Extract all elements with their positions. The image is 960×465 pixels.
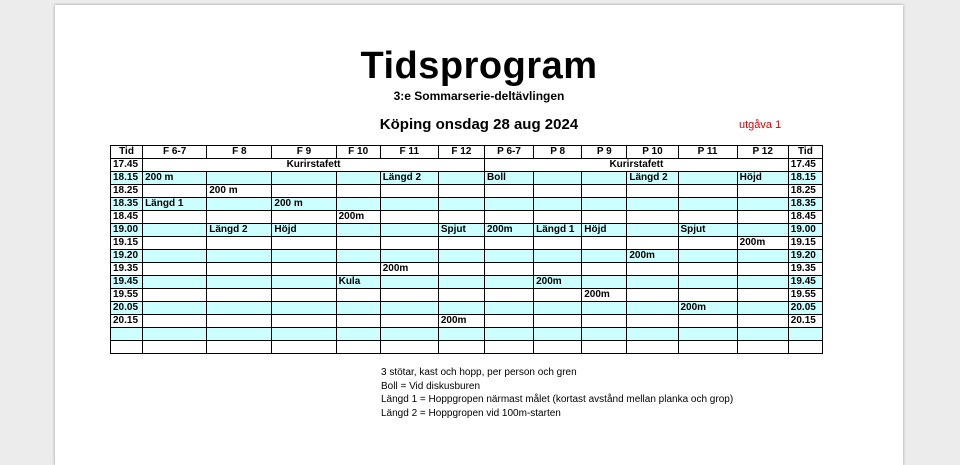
event-cell [380, 328, 438, 341]
time-cell-right: 19.45 [788, 276, 822, 289]
event-cell [272, 237, 336, 250]
event-cell [207, 263, 272, 276]
event-cell [678, 315, 737, 328]
event-cell [438, 198, 484, 211]
time-cell-right: 18.35 [788, 198, 822, 211]
event-cell [207, 289, 272, 302]
event-cell [627, 315, 678, 328]
table-row [111, 315, 823, 328]
event-cell [438, 237, 484, 250]
event-cell [582, 250, 627, 263]
event-cell [534, 250, 582, 263]
event-cell [272, 315, 336, 328]
event-cell [380, 315, 438, 328]
time-cell: 19.15 [111, 237, 143, 250]
event-cell [484, 237, 533, 250]
event-cell [484, 250, 533, 263]
table-row [111, 341, 823, 354]
event-cell [678, 198, 737, 211]
event-cell [207, 211, 272, 224]
document-page [55, 5, 903, 465]
event-cell [627, 198, 678, 211]
event-cell [336, 302, 380, 315]
time-cell: 19.45 [111, 276, 143, 289]
notes-block [381, 366, 733, 420]
table-row [111, 224, 823, 237]
event-cell: Längd 2 [207, 224, 272, 237]
relay-row [111, 159, 823, 172]
event-cell [438, 341, 484, 354]
event-cell [678, 237, 737, 250]
event-cell: 200m [380, 263, 438, 276]
event-cell [207, 315, 272, 328]
event-cell: Kula [336, 276, 380, 289]
time-cell-right: 17.45 [788, 159, 822, 172]
event-cell [380, 237, 438, 250]
event-cell: 200m [678, 302, 737, 315]
column-header: P 6-7 [484, 146, 533, 159]
time-cell-right [788, 328, 822, 341]
time-cell: 18.15 [111, 172, 143, 185]
event-cell: Höjd [272, 224, 336, 237]
event-cell [438, 211, 484, 224]
event-cell [272, 302, 336, 315]
event-cell [336, 172, 380, 185]
schedule-table [110, 145, 823, 354]
event-cell [438, 263, 484, 276]
event-cell [380, 276, 438, 289]
event-cell: Boll [484, 172, 533, 185]
event-cell: 200m [534, 276, 582, 289]
column-header: P 11 [678, 146, 737, 159]
event-cell [582, 211, 627, 224]
event-cell [678, 185, 737, 198]
event-cell [534, 198, 582, 211]
event-cell [678, 211, 737, 224]
event-cell [143, 341, 207, 354]
event-cell: Spjut [678, 224, 737, 237]
event-cell [582, 263, 627, 276]
event-cell: Spjut [438, 224, 484, 237]
event-cell [207, 172, 272, 185]
event-cell [484, 328, 533, 341]
event-cell [380, 185, 438, 198]
event-cell [737, 315, 788, 328]
event-cell [272, 172, 336, 185]
event-cell [272, 185, 336, 198]
table-row [111, 250, 823, 263]
event-cell [380, 224, 438, 237]
event-cell [484, 276, 533, 289]
column-header: Tid [111, 146, 143, 159]
event-cell [737, 185, 788, 198]
event-cell [627, 289, 678, 302]
event-cell [534, 328, 582, 341]
time-cell-right: 19.55 [788, 289, 822, 302]
event-cell [207, 302, 272, 315]
event-cell [438, 289, 484, 302]
note-line: Boll = Vid diskusburen [381, 380, 481, 392]
event-cell [143, 302, 207, 315]
event-cell [678, 263, 737, 276]
event-cell [207, 250, 272, 263]
time-cell [111, 328, 143, 341]
time-cell-right: 19.15 [788, 237, 822, 250]
table-row [111, 276, 823, 289]
event-cell: Höjd [737, 172, 788, 185]
time-cell: 19.55 [111, 289, 143, 302]
column-header: P 9 [582, 146, 627, 159]
event-cell [272, 328, 336, 341]
event-cell: 200 m [207, 185, 272, 198]
time-cell: 20.05 [111, 302, 143, 315]
event-cell [627, 328, 678, 341]
event-cell [737, 263, 788, 276]
time-cell: 20.15 [111, 315, 143, 328]
event-cell [207, 237, 272, 250]
event-cell: Längd 2 [627, 172, 678, 185]
event-cell [484, 185, 533, 198]
event-cell [582, 328, 627, 341]
event-cell [336, 198, 380, 211]
place-date-heading: Köping onsdag 28 aug 2024 [379, 116, 579, 133]
time-cell-right [788, 341, 822, 354]
event-cell [143, 224, 207, 237]
time-cell: 17.45 [111, 159, 143, 172]
event-cell [678, 276, 737, 289]
event-cell [380, 341, 438, 354]
column-header: P 8 [534, 146, 582, 159]
event-cell [380, 198, 438, 211]
event-cell [143, 276, 207, 289]
table-row [111, 198, 823, 211]
event-cell [627, 211, 678, 224]
event-cell [207, 328, 272, 341]
event-cell [336, 263, 380, 276]
time-cell-right: 19.00 [788, 224, 822, 237]
event-cell [207, 276, 272, 289]
time-cell [111, 341, 143, 354]
event-cell [534, 315, 582, 328]
event-cell [534, 289, 582, 302]
event-cell: 200 m [143, 172, 207, 185]
event-cell [484, 341, 533, 354]
event-cell [438, 302, 484, 315]
event-cell [272, 263, 336, 276]
event-cell [272, 289, 336, 302]
event-cell [380, 302, 438, 315]
table-row [111, 185, 823, 198]
column-header: P 12 [737, 146, 788, 159]
time-cell: 19.00 [111, 224, 143, 237]
event-cell [534, 211, 582, 224]
event-cell [336, 185, 380, 198]
event-cell [336, 341, 380, 354]
event-cell [207, 198, 272, 211]
event-cell [438, 172, 484, 185]
event-cell [484, 302, 533, 315]
column-header: F 10 [336, 146, 380, 159]
event-cell [627, 341, 678, 354]
table-row [111, 172, 823, 185]
time-cell-right: 18.15 [788, 172, 822, 185]
event-cell: Höjd [582, 224, 627, 237]
note-line: Längd 2 = Hoppgropen vid 100m-starten [381, 407, 561, 419]
event-cell: 200m [737, 237, 788, 250]
event-cell [582, 276, 627, 289]
event-cell: 200m [627, 250, 678, 263]
event-cell [737, 276, 788, 289]
event-cell [678, 172, 737, 185]
event-cell [438, 328, 484, 341]
column-header: F 12 [438, 146, 484, 159]
note-line: Längd 1 = Hoppgropen närmast målet (kortast avstånd mellan planka och grop) [381, 394, 734, 405]
time-cell: 19.20 [111, 250, 143, 263]
event-cell [627, 185, 678, 198]
event-cell [582, 315, 627, 328]
event-cell [627, 237, 678, 250]
event-cell: Längd 2 [380, 172, 438, 185]
event-cell [737, 224, 788, 237]
event-cell [336, 328, 380, 341]
time-cell-right: 20.05 [788, 302, 822, 315]
time-cell-right: 20.15 [788, 315, 822, 328]
time-cell: 18.45 [111, 211, 143, 224]
event-cell [143, 315, 207, 328]
table-row [111, 302, 823, 315]
event-cell [737, 341, 788, 354]
event-cell [438, 185, 484, 198]
column-header: Tid [788, 146, 822, 159]
column-header: F 11 [380, 146, 438, 159]
event-cell [380, 289, 438, 302]
event-cell [534, 302, 582, 315]
table-row [111, 211, 823, 224]
event-cell: Längd 1 [534, 224, 582, 237]
event-cell [678, 328, 737, 341]
time-cell: 19.35 [111, 263, 143, 276]
event-cell [272, 250, 336, 263]
event-cell [143, 263, 207, 276]
event-cell [582, 302, 627, 315]
event-cell [207, 341, 272, 354]
event-cell [336, 224, 380, 237]
event-cell [627, 263, 678, 276]
event-cell [737, 250, 788, 263]
column-header: F 6-7 [143, 146, 207, 159]
event-cell [272, 211, 336, 224]
event-cell: Längd 1 [143, 198, 207, 211]
event-cell: 200m [336, 211, 380, 224]
table-row [111, 263, 823, 276]
event-cell [143, 237, 207, 250]
event-cell [336, 250, 380, 263]
event-cell: 200m [438, 315, 484, 328]
table-row [111, 289, 823, 302]
event-cell [678, 289, 737, 302]
event-cell [380, 250, 438, 263]
event-cell [534, 172, 582, 185]
time-cell-right: 18.45 [788, 211, 822, 224]
event-cell [534, 263, 582, 276]
column-header: F 8 [207, 146, 272, 159]
edition-label: utgåva 1 [739, 119, 782, 131]
event-cell [582, 237, 627, 250]
event-cell [143, 250, 207, 263]
event-cell [534, 185, 582, 198]
girls-relay-cell: Kurirstafett [143, 159, 485, 172]
event-cell [143, 185, 207, 198]
event-cell [272, 276, 336, 289]
event-cell [143, 289, 207, 302]
event-cell [737, 211, 788, 224]
table-row [111, 237, 823, 250]
time-cell-right: 19.35 [788, 263, 822, 276]
page-subtitle: 3:e Sommarserie-deltävlingen [393, 89, 565, 103]
event-cell [678, 250, 737, 263]
event-cell [582, 198, 627, 211]
event-cell [737, 289, 788, 302]
note-line: 3 stötar, kast och hopp, per person och gren [381, 367, 577, 378]
event-cell [737, 198, 788, 211]
event-cell [737, 302, 788, 315]
event-cell [737, 328, 788, 341]
event-cell: 200m [582, 289, 627, 302]
event-cell [336, 289, 380, 302]
event-cell [336, 237, 380, 250]
event-cell [438, 250, 484, 263]
event-cell [627, 224, 678, 237]
column-header: P 10 [627, 146, 678, 159]
event-cell [582, 185, 627, 198]
event-cell [534, 341, 582, 354]
event-cell [484, 263, 533, 276]
event-cell [336, 315, 380, 328]
event-cell [143, 328, 207, 341]
event-cell [627, 302, 678, 315]
boys-relay-cell: Kurirstafett [484, 159, 788, 172]
time-cell: 18.35 [111, 198, 143, 211]
event-cell [484, 198, 533, 211]
time-cell: 18.25 [111, 185, 143, 198]
event-cell: 200 m [272, 198, 336, 211]
page-title: Tidsprogram [360, 45, 598, 87]
event-cell [380, 211, 438, 224]
event-cell [627, 276, 678, 289]
column-header: F 9 [272, 146, 336, 159]
event-cell [534, 237, 582, 250]
event-cell [582, 341, 627, 354]
event-cell [272, 341, 336, 354]
event-cell [678, 341, 737, 354]
event-cell [484, 211, 533, 224]
time-cell-right: 19.20 [788, 250, 822, 263]
time-cell-right: 18.25 [788, 185, 822, 198]
event-cell [143, 211, 207, 224]
event-cell: 200m [484, 224, 533, 237]
event-cell [582, 172, 627, 185]
table-row [111, 328, 823, 341]
event-cell [484, 315, 533, 328]
event-cell [484, 289, 533, 302]
header-row [111, 146, 823, 159]
event-cell [438, 276, 484, 289]
